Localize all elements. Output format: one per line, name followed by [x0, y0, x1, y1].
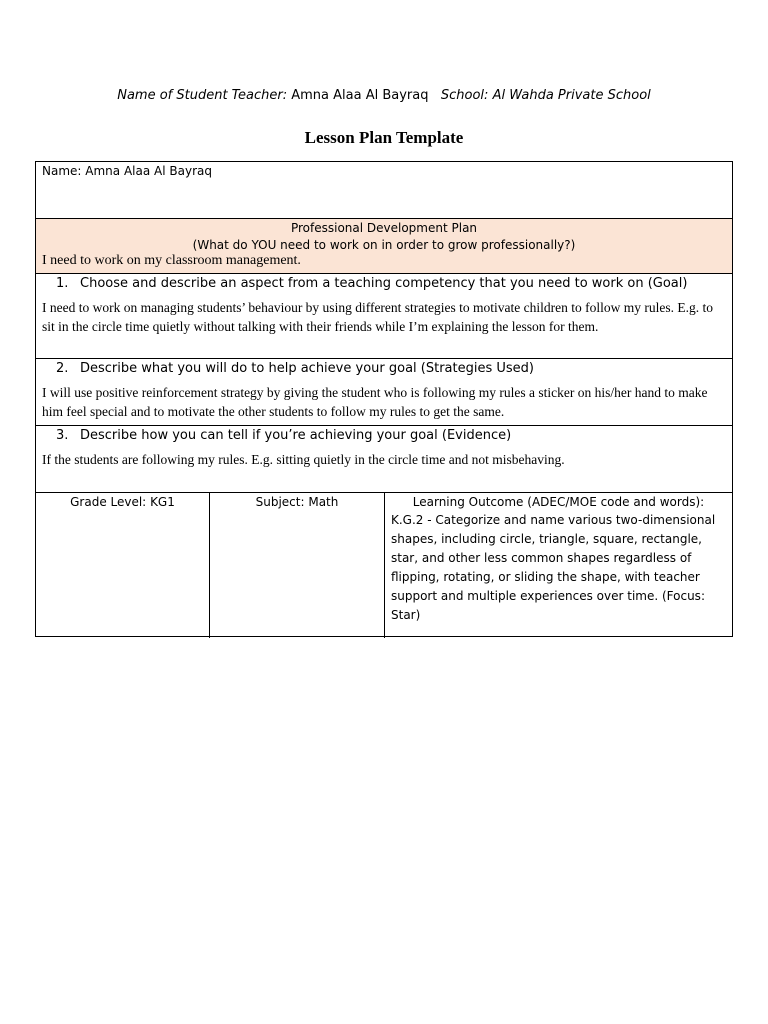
teacher-name: Amna Alaa Al Bayraq	[291, 88, 429, 103]
teacher-label: Name of Student Teacher:	[117, 88, 288, 103]
strategies-answer: I will use positive reinforcement strategy by giving the student who is following my rules a sticker on his/her hand to make him feel special and to motivate the other students to follow my rules to get the same.	[42, 385, 708, 419]
strategies-heading	[42, 361, 726, 376]
strategies-heading-text: Describe what you will do to help achieve your goal (Strategies Used)	[80, 361, 534, 376]
goal-answer: I need to work on managing students’ behaviour by using different strategies to motivate children to follow my rules. E.g. to sit in the circle time quietly without talking with their friends while I’m explaining the lesson for them.	[42, 300, 713, 334]
grade-label: Grade Level:	[70, 495, 147, 509]
goal-heading	[42, 276, 726, 291]
strategies-number: 2.	[56, 361, 69, 376]
subject-value: Math	[308, 495, 339, 509]
strategies-section	[36, 359, 732, 426]
pdp-heading: Professional Development Plan	[290, 221, 478, 235]
grade-level-cell	[36, 493, 210, 638]
pdp-subheading: (What do YOU need to work on in order to grow professionally?)	[192, 238, 576, 252]
evidence-number: 3.	[56, 428, 69, 443]
evidence-heading	[42, 428, 726, 443]
grade-value: KG1	[150, 495, 175, 509]
goal-heading-text: Choose and describe an aspect from a teaching competency that you need to work on (Goal)	[80, 276, 688, 291]
school-label: School:	[440, 88, 489, 103]
goal-section	[36, 274, 732, 359]
name-label: Name:	[42, 164, 82, 178]
lesson-details-row	[36, 493, 732, 638]
outcome-label: Learning Outcome (ADEC/MOE code and words):	[412, 495, 705, 509]
evidence-heading-text: Describe how you can tell if you’re achieving your goal (Evidence)	[80, 428, 512, 443]
evidence-answer: If the students are following my rules. E.g. sitting quietly in the circle time and not misbehaving.	[42, 452, 565, 467]
professional-development-plan	[36, 219, 732, 274]
lesson-plan-table	[35, 161, 733, 637]
subject-cell	[210, 493, 385, 638]
goal-number: 1.	[56, 276, 69, 291]
subject-label: Subject:	[255, 495, 305, 509]
name-value: Amna Alaa Al Bayraq	[85, 164, 212, 178]
evidence-section	[36, 426, 732, 493]
school-name: Al Wahda Private School	[492, 88, 651, 103]
name-row	[36, 162, 732, 219]
document-header	[0, 88, 768, 103]
outcome-value: K.G.2 - Categorize and name various two-dimensional shapes, including circle, triangle, square, rectangle, star, and other less common shapes regardless of flipping, rotating, or sliding the shape, with teacher support and multiple experiences over time. (Focus: Star)	[391, 513, 716, 622]
learning-outcome-cell	[385, 493, 732, 638]
pdp-answer: I need to work on my classroom management.	[42, 253, 301, 268]
page-title: Lesson Plan Template	[304, 128, 464, 147]
